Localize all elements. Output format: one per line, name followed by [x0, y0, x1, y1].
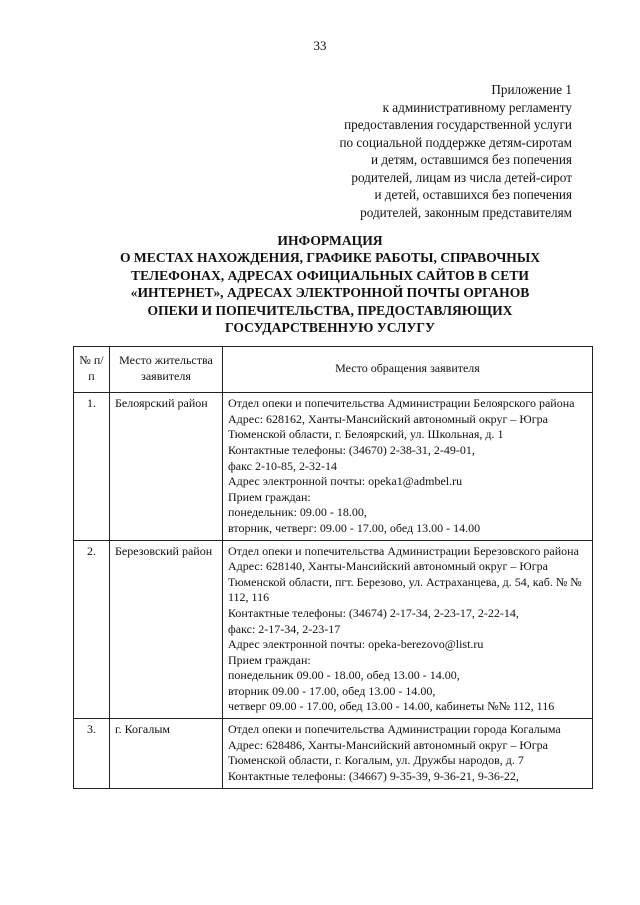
- header-num: № п/п: [74, 347, 110, 393]
- table-row: [74, 393, 593, 540]
- appendix-header: [339, 81, 572, 221]
- row-place: Белоярский район: [110, 393, 223, 540]
- details-line: Прием граждан:: [228, 489, 311, 504]
- table-row: [74, 719, 593, 789]
- title-line: ГОСУДАРСТВЕННУЮ УСЛУГУ: [225, 320, 435, 336]
- row-number: 3.: [74, 719, 110, 789]
- details-line: Контактные телефоны: (34667) 9-35-39, 9-36-21, 9-36-22,: [228, 768, 519, 783]
- table-header-row: [74, 347, 593, 393]
- details-line: четверг 09.00 - 17.00, обед 13.00 - 14.00, кабинеты №№ 112, 116: [228, 699, 555, 714]
- details-line: вторник, четверг: 09.00 - 17.00, обед 13.00 - 14.00: [228, 520, 481, 535]
- details-line: вторник 09.00 - 17.00, обед 13.00 - 14.00,: [228, 683, 436, 698]
- details-line: Адрес: 628486, Ханты-Мансийский автономный округ – Югра Тюменской области, г. Когалым, ул. Дружбы народов, д. 7: [228, 737, 549, 768]
- details-line: Отдел опеки и попечительства Администрации Белоярского района: [228, 396, 575, 411]
- details-line: Адрес: 628140, Ханты-Мансийский автономный округ – Югра Тюменской области, пгт. Березово, ул. Астраханцева, д. 54, каб. № № 112, 116: [228, 559, 582, 605]
- details-line: понедельник: 09.00 - 18.00,: [228, 505, 367, 520]
- appendix-line: и детей, оставшихся без попечения: [374, 187, 572, 202]
- appendix-line: родителей, лицам из числа детей-сирот: [351, 169, 572, 185]
- table-row: [74, 540, 593, 719]
- title-line: «ИНТЕРНЕТ», АДРЕСАХ ЭЛЕКТРОННОЙ ПОЧТЫ ОРГАНОВ: [130, 285, 530, 301]
- row-place: Березовский район: [110, 540, 223, 719]
- appendix-line: по социальной поддержке детям-сиротам: [339, 134, 572, 150]
- header-place: Место жительства заявителя: [110, 347, 223, 393]
- details-line: Прием граждан:: [228, 652, 311, 667]
- row-details: [223, 719, 593, 789]
- row-number: 1.: [74, 393, 110, 540]
- appendix-line: Приложение 1: [491, 82, 572, 97]
- title-line: ТЕЛЕФОНАХ, АДРЕСАХ ОФИЦИАЛЬНЫХ САЙТОВ В СЕТИ: [131, 267, 529, 283]
- details-line: Контактные телефоны: (34670) 2-38-31, 2-49-01,: [228, 442, 475, 457]
- details-line: Отдел опеки и попечительства Администрации Березовского района: [228, 543, 579, 558]
- details-line: Адрес электронной почты: opeka-berezovo@list.ru: [228, 637, 484, 652]
- details-line: Адрес электронной почты: opeka1@admbel.ru: [228, 474, 463, 489]
- details-line: Отдел опеки и попечительства Администрации города Когалыма: [228, 722, 561, 737]
- title-line: ИНФОРМАЦИЯ: [277, 233, 383, 248]
- details-line: Контактные телефоны: (34674) 2-17-34, 2-23-17, 2-22-14,: [228, 605, 519, 620]
- page-number: 33: [313, 38, 327, 53]
- title-line: О МЕСТАХ НАХОЖДЕНИЯ, ГРАФИКЕ РАБОТЫ, СПРАВОЧНЫХ: [119, 250, 541, 266]
- row-number: 2.: [74, 540, 110, 719]
- header-details: Место обращения заявителя: [223, 347, 593, 393]
- appendix-line: предоставления государственной услуги: [344, 117, 572, 132]
- details-line: факс: 2-17-34, 2-23-17: [228, 621, 341, 636]
- appendix-line: к административному регламенту: [382, 99, 572, 115]
- document-title: [60, 232, 600, 336]
- row-place: г. Когалым: [110, 719, 223, 789]
- info-table: [73, 346, 593, 789]
- details-line: понедельник 09.00 - 18.00, обед 13.00 - 14.00,: [228, 668, 460, 683]
- details-line: Адрес: 628162, Ханты-Мансийский автономный округ – Югра Тюменской области, г. Белоярский, ул. Школьная, д. 1: [228, 411, 549, 442]
- appendix-line: и детям, оставшимся без попечения: [370, 152, 572, 167]
- row-details: [223, 393, 593, 540]
- title-line: ОПЕКИ И ПОПЕЧИТЕЛЬСТВА, ПРЕДОСТАВЛЯЮЩИХ: [147, 302, 513, 318]
- row-details: [223, 540, 593, 719]
- details-line: факс 2-10-85, 2-32-14: [228, 458, 337, 473]
- appendix-line: родителей, законным представителям: [360, 204, 572, 220]
